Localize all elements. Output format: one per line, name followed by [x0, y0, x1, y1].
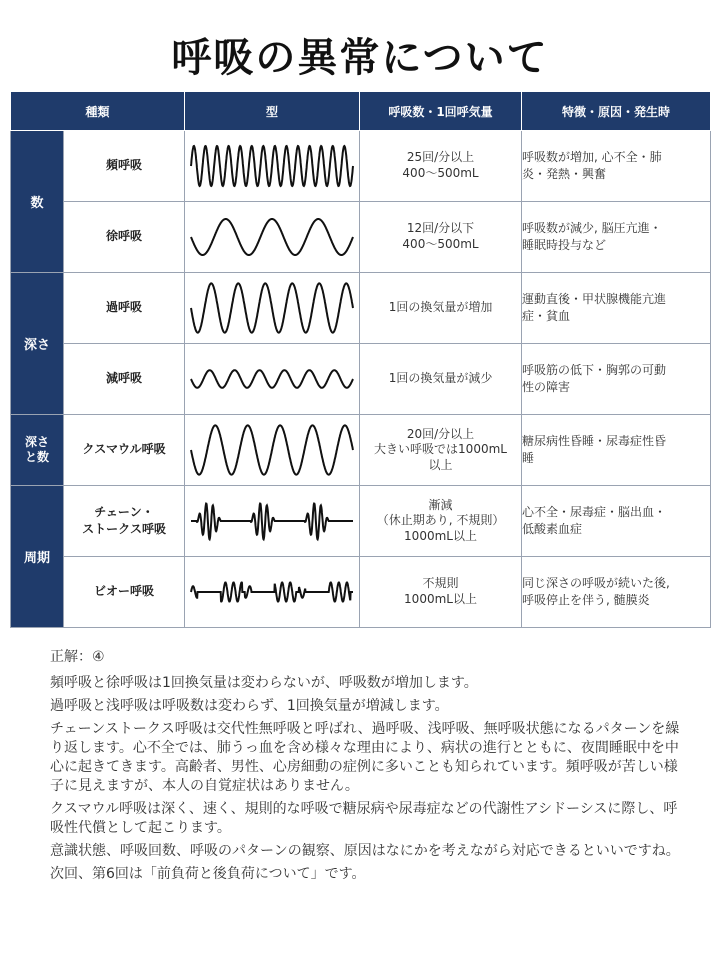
row-rate: 12回/分以下 400～500mL — [360, 202, 522, 273]
slow-wave-icon — [185, 202, 360, 273]
cheyne-stokes-wave-icon — [185, 486, 360, 557]
kussmaul-wave-icon — [185, 415, 360, 486]
respiration-table — [10, 91, 711, 628]
waveform-line — [191, 283, 353, 332]
waveform-line — [191, 583, 353, 602]
row-name: チェーン・ ストークス呼吸 — [64, 486, 185, 557]
row-rate: 20回/分以上 大きい呼吸では1000mL 以上 — [360, 415, 522, 486]
row-name: クスマウル呼吸 — [64, 415, 185, 486]
explanation-paragraph: クスマウル呼吸は深く、速く、規則的な呼吸で糖尿病や尿毒症などの代謝性アシドーシスに際し、呼吸性代償として起こります。 — [50, 801, 678, 836]
row-feature: 呼吸筋の低下・胸郭の可動 性の障害 — [522, 344, 711, 415]
table-row — [11, 273, 711, 344]
row-name: ビオー呼吸 — [64, 557, 185, 628]
table-row — [11, 202, 711, 273]
deep-wave-icon — [185, 273, 360, 344]
row-feature: 呼吸数が減少, 脳圧亢進・ 睡眠時投与など — [522, 202, 711, 273]
row-rate: 漸減 （休止期あり, 不規則） 1000mL以上 — [360, 486, 522, 557]
group-depth: 深さ — [11, 273, 64, 415]
header-type: 種類 — [11, 92, 185, 131]
header-features: 特徴・原因・発生時 — [522, 92, 711, 131]
explanation-paragraph: チェーンストークス呼吸は交代性無呼吸と呼ばれ、過呼吸、浅呼吸、無呼吸状態になるパターンを繰り返します。心不全では、肺うっ血を含め様々な理由により、病状の進行とともに、夜間睡眠中を中心に起きてきます。高齢者、男性、心房細動の症例に多いことも知られています。頻呼吸が苦しい様子に見えますが、本人の自覚症状はありません。 — [50, 721, 680, 794]
row-feature: 心不全・尿毒症・脳出血・ 低酸素血症 — [522, 486, 711, 557]
biot-wave-icon — [185, 557, 360, 628]
row-name: 過呼吸 — [64, 273, 185, 344]
explanation-paragraph: 意識状態、呼吸回数、呼吸のパターンの観察、原因はなにかを考えながら対応できるといいですね。 — [50, 843, 680, 859]
table-row — [11, 486, 711, 557]
group-depth-and-rate: 深さと数 — [11, 415, 64, 486]
answer-label: 正解：④ — [50, 649, 105, 665]
waveform-line — [191, 219, 353, 255]
explanation-paragraph: 頻呼吸と徐呼吸は1回換気量は変わらないが、呼吸数が増加します。 — [50, 675, 478, 691]
row-rate: 不規則 1000mL以上 — [360, 557, 522, 628]
header-rate: 呼吸数・1回呼気量 — [360, 92, 522, 131]
row-rate: 1回の換気量が減少 — [360, 344, 522, 415]
row-rate: 25回/分以上 400～500mL — [360, 131, 522, 202]
row-feature: 糖尿病性昏睡・尿毒症性昏 睡 — [522, 415, 711, 486]
table-row — [11, 415, 711, 486]
rapid-wave-icon — [185, 131, 360, 202]
row-feature: 運動直後・甲状腺機能亢進 症・貧血 — [522, 273, 711, 344]
group-cycle: 周期 — [11, 486, 64, 628]
row-rate: 1回の換気量が増加 — [360, 273, 522, 344]
waveform-line — [191, 425, 353, 474]
group-rate: 数 — [11, 131, 64, 273]
table-row — [11, 131, 711, 202]
waveform-line — [191, 370, 353, 388]
explanation-paragraph: 次回、第6回は「前負荷と後負荷について」です。 — [50, 866, 366, 882]
row-name: 徐呼吸 — [64, 202, 185, 273]
waveform-line — [191, 146, 353, 186]
waveform-line — [191, 504, 353, 540]
row-name: 減呼吸 — [64, 344, 185, 415]
header-pattern: 型 — [185, 92, 360, 131]
row-feature: 同じ深さの呼吸が続いた後, 呼吸停止を伴う, 髄膜炎 — [522, 557, 711, 628]
page-title: 呼吸の異常について — [171, 35, 549, 81]
table-header-row — [11, 92, 711, 131]
row-name: 頻呼吸 — [64, 131, 185, 202]
table-row — [11, 344, 711, 415]
answer-explanation — [50, 648, 680, 888]
table-row — [11, 557, 711, 628]
explanation-paragraph: 過呼吸と浅呼吸は呼吸数は変わらず、1回換気量が増減します。 — [50, 698, 449, 714]
row-feature: 呼吸数が増加, 心不全・肺 炎・発熱・興奮 — [522, 131, 711, 202]
shallow-wave-icon — [185, 344, 360, 415]
